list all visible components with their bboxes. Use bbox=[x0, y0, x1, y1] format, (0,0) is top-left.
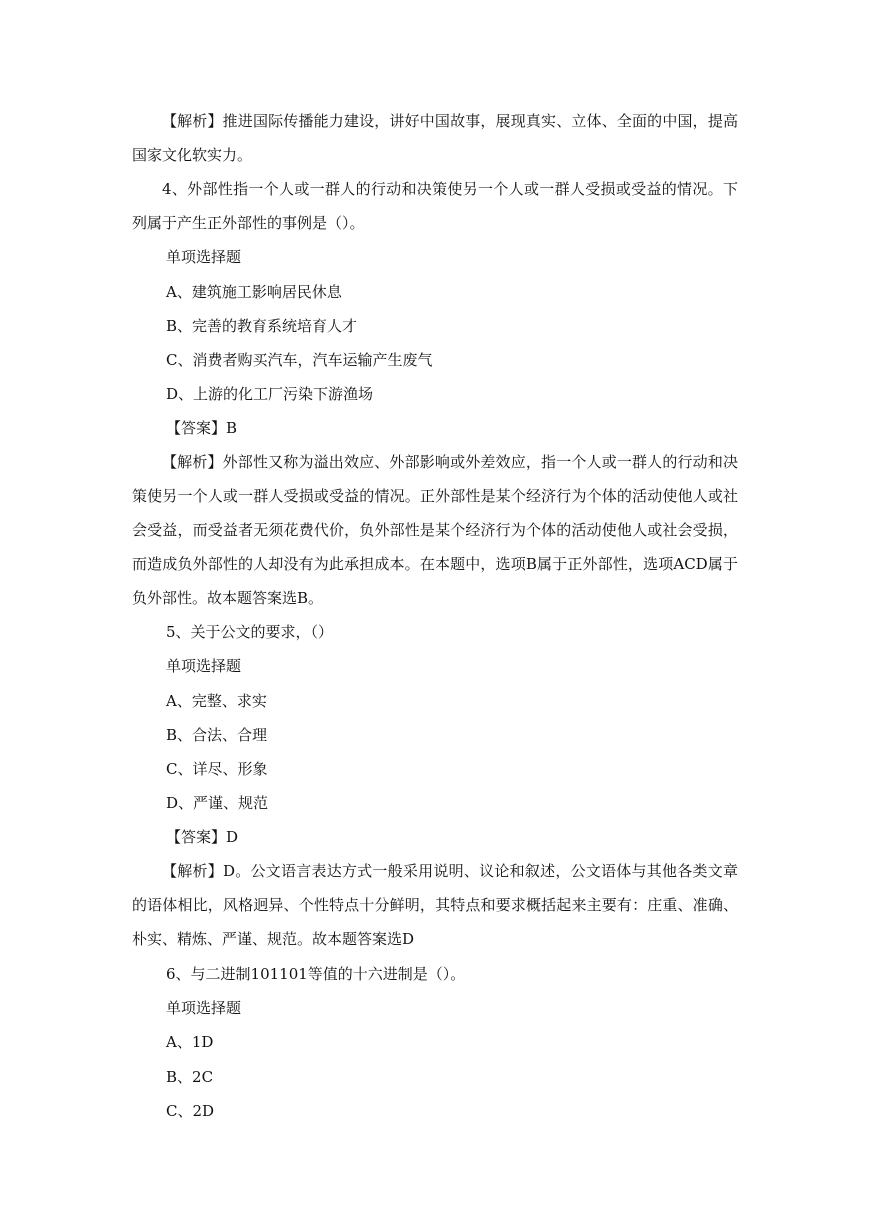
analysis-paragraph-q3: 【解析】推进国际传播能力建设，讲好中国故事，展现真实、立体、全面的中国，提高国家文化软实力。 bbox=[132, 112, 738, 164]
question-4-stem: 4、外部性指一个人或一群人的行动和决策使另一个人或一群人受损或受益的情况。下列属于产生正外部性的事例是（）。 bbox=[132, 180, 738, 232]
question-4-option-a: A、建筑施工影响居民休息 bbox=[166, 283, 342, 301]
question-4-type: 单项选择题 bbox=[166, 248, 242, 266]
question-5-option-c: C、详尽、形象 bbox=[166, 760, 268, 778]
question-6-option-c: C、2D bbox=[166, 1102, 215, 1120]
question-4-answer: 【答案】B bbox=[166, 419, 238, 437]
question-6-option-a: A、1D bbox=[166, 1033, 214, 1051]
question-5-option-a: A、完整、求实 bbox=[166, 692, 267, 710]
question-4-option-b: B、完善的教育系统培育人才 bbox=[166, 317, 358, 335]
question-5-option-d: D、严谨、规范 bbox=[166, 794, 269, 812]
question-5-stem: 5、关于公文的要求，（） bbox=[166, 623, 334, 641]
question-5-answer: 【答案】D bbox=[166, 828, 239, 846]
question-5-option-b: B、合法、合理 bbox=[166, 726, 268, 744]
question-6-stem: 6、与二进制101101等值的十六进制是（）。 bbox=[166, 965, 466, 983]
question-5-type: 单项选择题 bbox=[166, 657, 242, 675]
question-6-type: 单项选择题 bbox=[166, 999, 242, 1017]
question-4-option-c: C、消费者购买汽车，汽车运输产生废气 bbox=[166, 351, 433, 369]
question-5-analysis: 【解析】D。公文语言表达方式一般采用说明、议论和叙述，公文语体与其他各类文章的语体相比，风格迥异、个性特点十分鲜明，其特点和要求概括起来主要有：庄重、准确、朴实、精炼、严谨、规范。故本题答案选D bbox=[132, 862, 738, 948]
question-4-option-d: D、上游的化工厂污染下游渔场 bbox=[166, 385, 374, 403]
question-6-option-b: B、2C bbox=[166, 1068, 214, 1086]
question-4-analysis: 【解析】外部性又称为溢出效应、外部影响或外差效应，指一个人或一群人的行动和决策使另一个人或一群人受损或受益的情况。正外部性是某个经济行为个体的活动使他人或社会受益，而受益者无须花费代价，负外部性是某个经济行为个体的活动使他人或社会受损，而造成负外部性的人却没有为此承担成本。在本题中，选项B属于正外部性，选项ACD属于负外部性。故本题答案选B。 bbox=[132, 453, 738, 607]
